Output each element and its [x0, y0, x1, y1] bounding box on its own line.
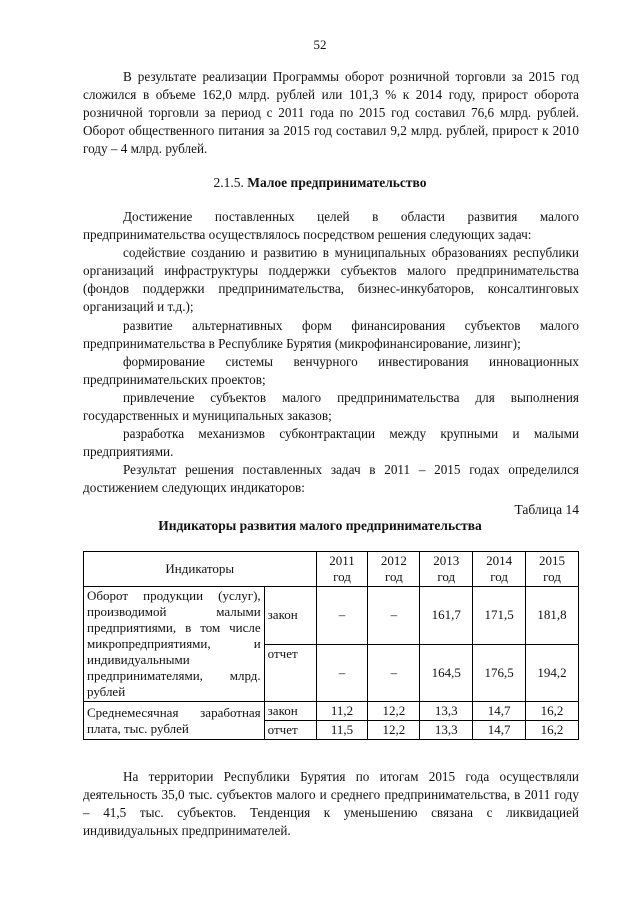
table-cell: 13,3 — [420, 702, 473, 721]
task-item: разработка механизмов субконтрактации между крупными и малыми предприятиями. — [83, 426, 579, 460]
indicators-table — [83, 551, 579, 740]
table-cell: 176,5 — [473, 644, 526, 702]
intro-block — [83, 68, 579, 158]
section-number: 2.1.5. — [213, 175, 244, 190]
table-row — [84, 702, 579, 721]
indicator-name: Среднемесячная заработная плата, тыс. рублей — [84, 702, 265, 740]
table-cell: 13,3 — [420, 721, 473, 740]
table-cell: 164,5 — [420, 644, 473, 702]
header-year: 2011 год — [316, 552, 368, 587]
table-label: Таблица 14 — [514, 502, 579, 517]
row-type-plan: закон — [264, 587, 316, 645]
table-header-row — [84, 552, 579, 587]
page-number: 52 — [313, 37, 327, 52]
table-cell: – — [368, 644, 420, 702]
table-cell: – — [368, 587, 420, 645]
table-cell: – — [316, 587, 368, 645]
header-year: 2012 год — [368, 552, 420, 587]
table-cell: 16,2 — [526, 702, 579, 721]
table-cell: – — [316, 644, 368, 702]
table-cell: 11,2 — [316, 702, 368, 721]
header-year: 2014 год — [473, 552, 526, 587]
header-indicators: Индикаторы — [84, 552, 317, 587]
task-item: содействие созданию и развитию в муниципальных образованиях республики организаций инфраструктуры поддержки субъектов малого предпринимательства (фондов поддержки предпринимательства, бизнес-инкубаторов, консалтинговых организаций и т.д.); — [83, 245, 579, 315]
body-block — [83, 208, 579, 498]
header-year: 2015 год — [526, 552, 579, 587]
table-cell: 14,7 — [473, 702, 526, 721]
section-title: Малое предпринимательство — [247, 175, 427, 190]
table-cell: 14,7 — [473, 721, 526, 740]
table-cell: 11,5 — [316, 721, 368, 740]
body-paragraph: Достижение поставленных целей в области развития малого предпринимательства осуществлялось посредством решения следующих задач: — [83, 209, 579, 243]
row-type-fact: отчет — [264, 721, 316, 740]
header-year: 2013 год — [420, 552, 473, 587]
body-paragraph: Результат решения поставленных задач в 2011 – 2015 годах определился достижением следующих индикаторов: — [83, 462, 579, 496]
intro-paragraph: В результате реализации Программы оборот розничной торговли за 2015 год сложился в объеме 162,0 млрд. рублей или 101,3 % к 2014 году, прирост оборота розничной торговли за период с 2011 года по 2015 год составил 76,6 млрд. рублей. Оборот общественного питания за 2015 год составил 9,2 млрд. рублей, прирост к 2010 году – 4 млрд. рублей. — [83, 69, 579, 157]
task-item: формирование системы венчурного инвестирования инновационных предпринимательских проектов; — [83, 353, 579, 387]
indicator-name: Оборот продукции (услуг), производимой малыми предприятиями, в том числе микропредприятиями, и индивидуальными предпринимателями, млрд. рублей — [84, 587, 265, 702]
task-item: привлечение субъектов малого предпринимательства для выполнения государственных и муниципальных заказов; — [83, 389, 579, 424]
table-title: Индикаторы развития малого предпринимательства — [158, 518, 482, 533]
task-item: развитие альтернативных форм финансирования субъектов малого предпринимательства в Республике Бурятия (микрофинансирование, лизинг); — [83, 317, 579, 351]
table-cell: 181,8 — [526, 587, 579, 645]
table-cell: 194,2 — [526, 644, 579, 702]
table-cell: 16,2 — [526, 721, 579, 740]
table-row — [84, 587, 579, 645]
table-cell: 171,5 — [473, 587, 526, 645]
table-cell: 161,7 — [420, 587, 473, 645]
table-cell: 12,2 — [368, 702, 420, 721]
row-type-fact: отчет — [264, 644, 316, 702]
section-heading — [0, 175, 640, 191]
conclusion-block — [83, 768, 579, 840]
conclusion-paragraph: На территории Республики Бурятия по итогам 2015 года осуществляли деятельность 35,0 тыс. субъектов малого и среднего предпринимательства, в 2011 году – 41,5 тыс. субъектов. Тенденция к уменьшению связана с ликвидацией индивидуальных предпринимателей. — [83, 769, 579, 839]
table-cell: 12,2 — [368, 721, 420, 740]
row-type-plan: закон — [264, 702, 316, 721]
